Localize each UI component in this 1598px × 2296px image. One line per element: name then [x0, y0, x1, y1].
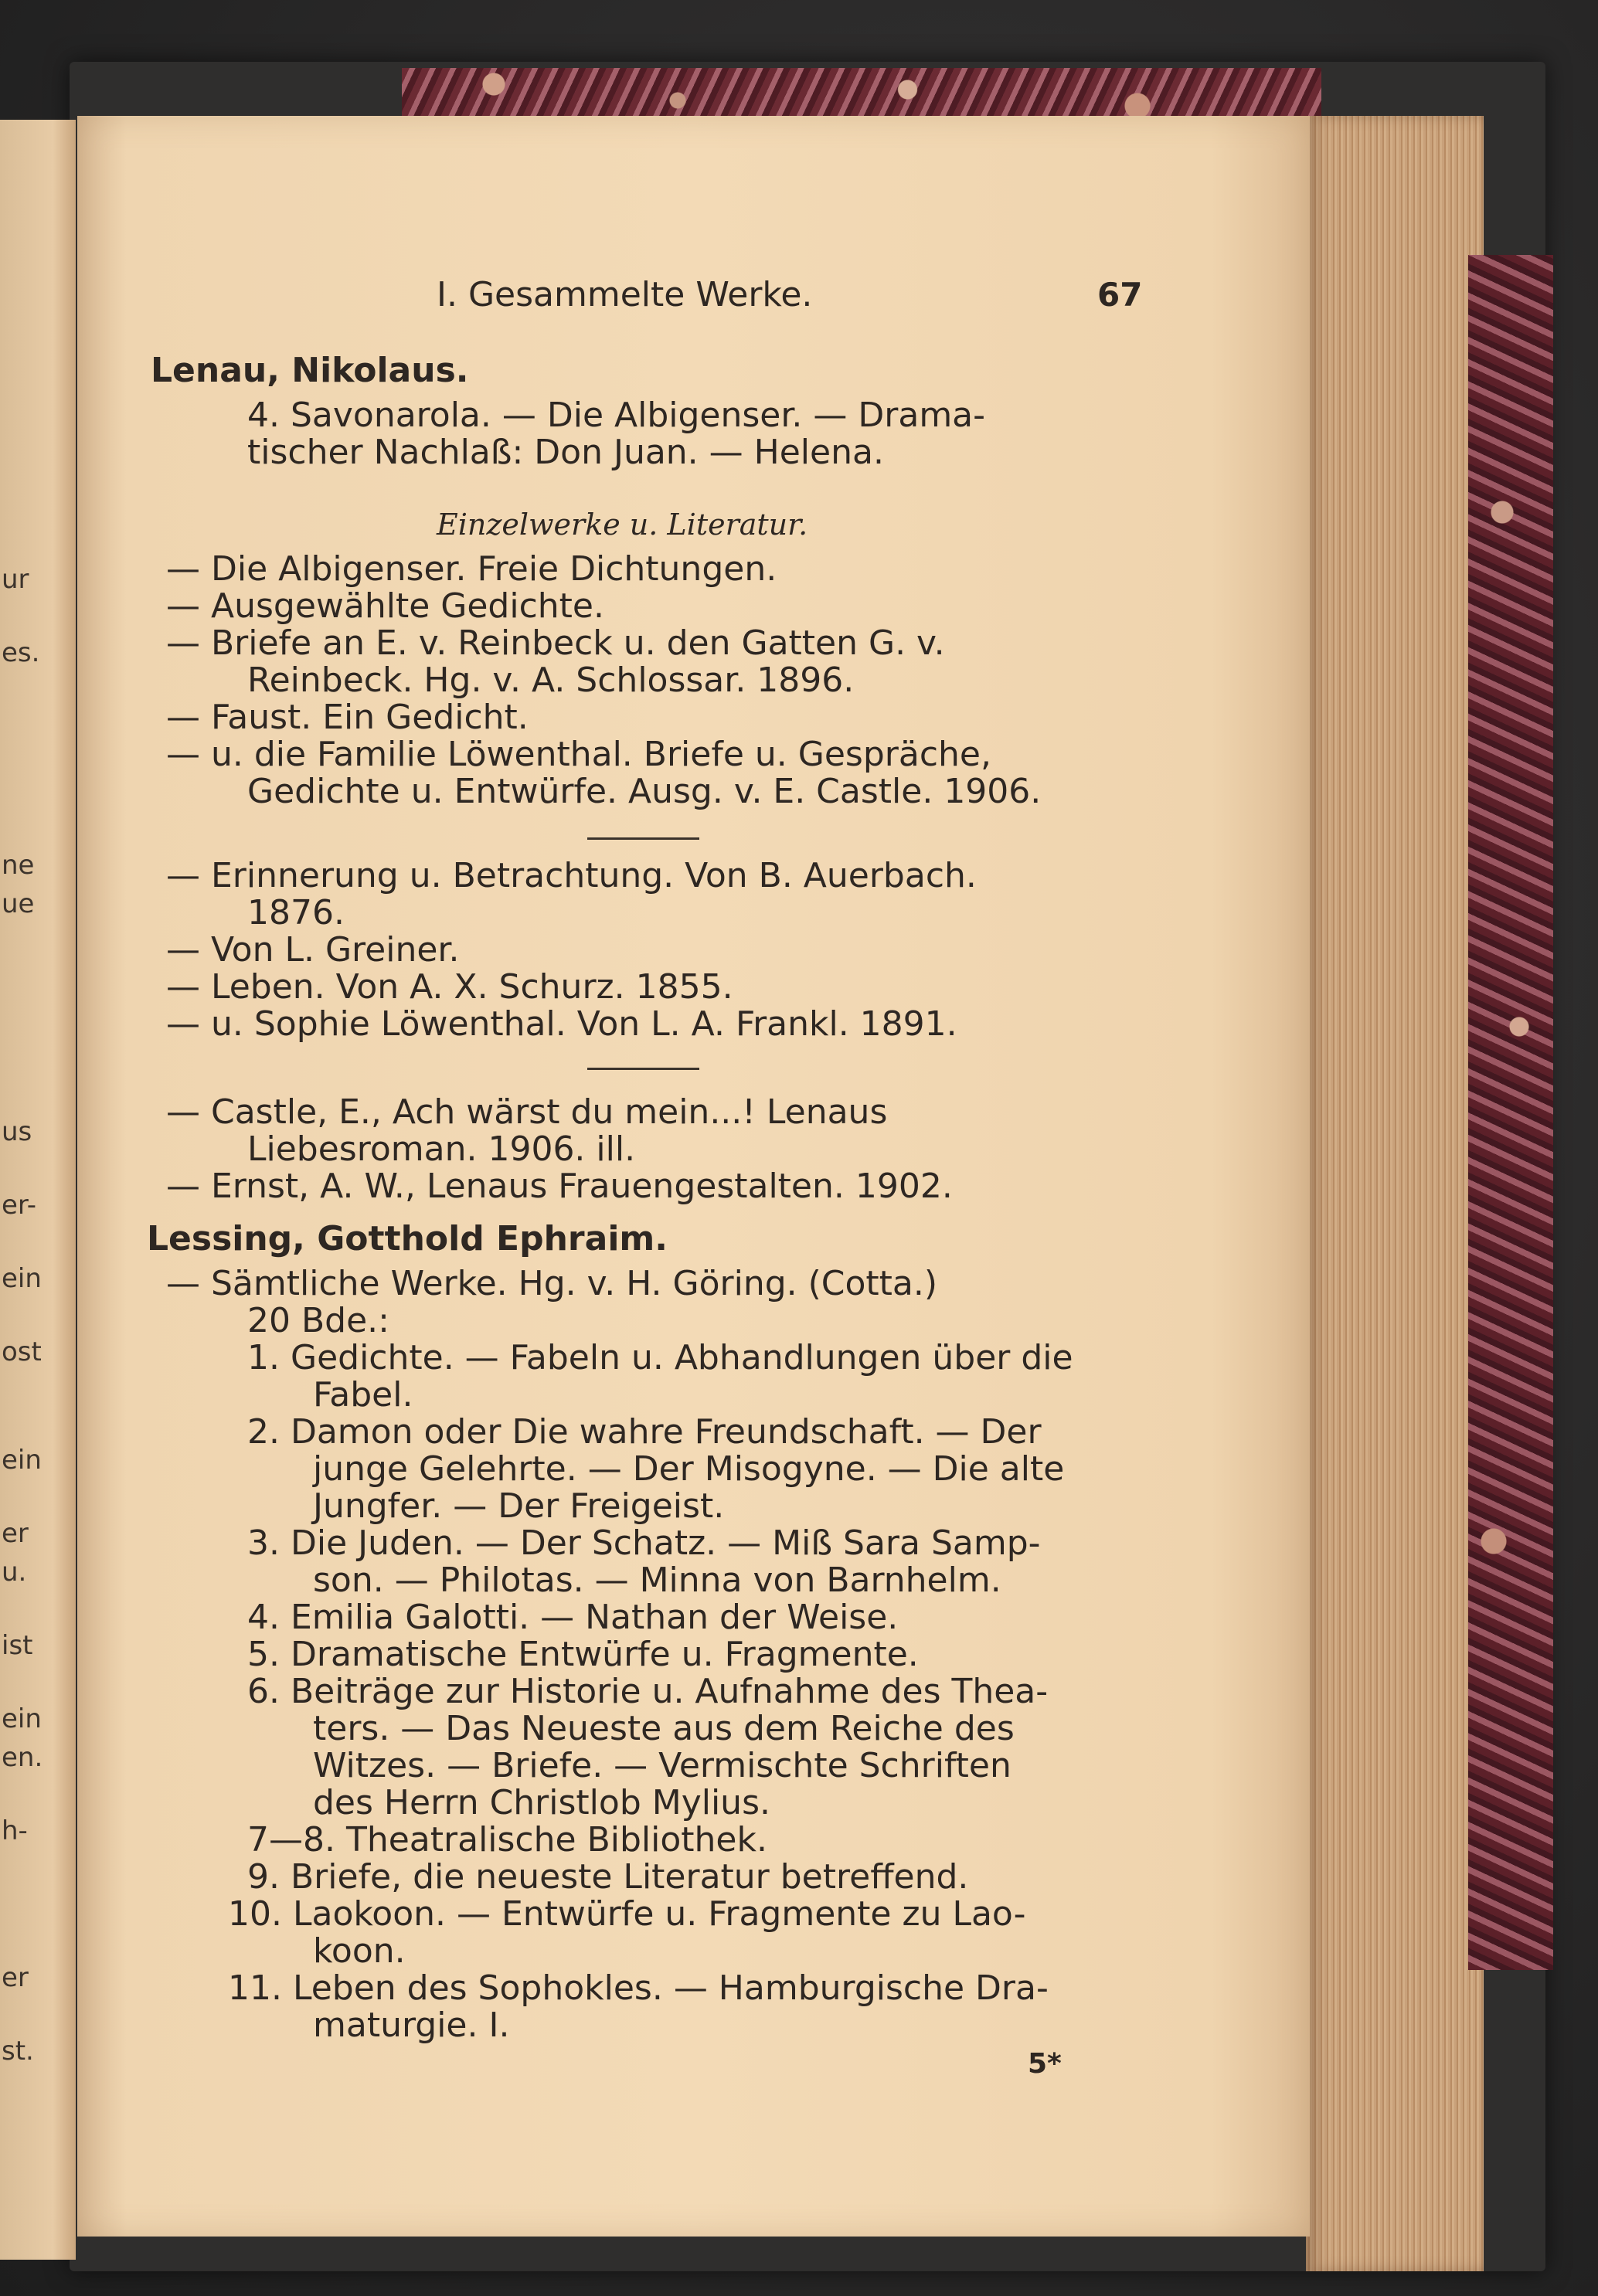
marbled-cover-right — [1468, 255, 1553, 1970]
entry-line: 5. Dramatische Entwürfe u. Fragmente. — [247, 1635, 919, 1674]
margin-fragment: ost — [2, 1337, 42, 1367]
entry-line: — Sämtliche Werke. Hg. v. H. Göring. (Cotta.) — [166, 1264, 938, 1303]
margin-fragment: ein — [2, 1703, 42, 1734]
margin-fragment: es. — [2, 637, 40, 668]
entry-line: 4. Savonarola. — Die Albigenser. — Drama- — [247, 396, 986, 435]
entry-line: son. — Philotas. — Minna von Barnhelm. — [313, 1561, 1001, 1600]
margin-fragment: ein — [2, 1263, 42, 1294]
entry-line: 11. Leben des Sophokles. — Hamburgische Dra- — [228, 1968, 1049, 2008]
entry-line: des Herrn Christlob Mylius. — [313, 1783, 770, 1822]
entry-line: 6. Beiträge zur Historie u. Aufnahme des Thea- — [247, 1672, 1049, 1711]
entry-line: 1876. — [247, 893, 345, 932]
margin-fragment: ue — [2, 888, 35, 919]
margin-fragment: er- — [2, 1190, 36, 1221]
left-page-edge — [0, 120, 76, 2260]
entry-line: — Leben. Von A. X. Schurz. 1855. — [166, 967, 733, 1007]
entry-line: 2. Damon oder Die wahre Freundschaft. — Der — [247, 1412, 1042, 1452]
entry-line: 20 Bde.: — [247, 1301, 389, 1340]
entry-line: 7—8. Theatralische Bibliothek. — [247, 1820, 767, 1860]
page-number: 67 — [1097, 276, 1143, 314]
entry-line: maturgie. I. — [313, 2006, 510, 2045]
entry-line: 9. Briefe, die neueste Literatur betreffend. — [247, 1857, 969, 1897]
margin-fragment: ur — [2, 564, 29, 595]
entry-line: Gedichte u. Entwürfe. Ausg. v. E. Castle. 1906. — [247, 772, 1042, 811]
entry-line: tischer Nachlaß: Don Juan. — Helena. — [247, 433, 884, 472]
author-heading-lenau: Lenau, Nikolaus. — [151, 351, 469, 390]
entry-line: — Erinnerung u. Betrachtung. Von B. Auerbach. — [166, 856, 977, 895]
entry-line: — u. Sophie Löwenthal. Von L. A. Frankl. 1891. — [166, 1004, 957, 1044]
entry-line: — u. die Familie Löwenthal. Briefe u. Gespräche, — [166, 735, 991, 774]
margin-fragment: er — [2, 1518, 29, 1549]
entry-line: Liebesroman. 1906. ill. — [247, 1129, 636, 1169]
entry-line: Jungfer. — Der Freigeist. — [313, 1486, 725, 1526]
margin-fragment: us — [2, 1116, 32, 1147]
entry-line: — Von L. Greiner. — [166, 930, 460, 970]
entry-line: Reinbeck. Hg. v. A. Schlossar. 1896. — [247, 661, 855, 700]
author-heading-lessing: Lessing, Gotthold Ephraim. — [147, 1219, 668, 1258]
entry-line: Witzes. — Briefe. — Vermischte Schriften — [313, 1746, 1012, 1785]
margin-fragment: ne — [2, 850, 35, 881]
entry-line: — Ernst, A. W., Lenaus Frauengestalten. 1902. — [166, 1167, 953, 1206]
margin-fragment: u. — [2, 1557, 27, 1588]
book-page — [77, 116, 1310, 2237]
entry-line: — Ausgewählte Gedichte. — [166, 586, 604, 626]
entry-line: 4. Emilia Galotti. — Nathan der Weise. — [247, 1598, 899, 1637]
margin-fragment: er — [2, 1962, 29, 1993]
entry-line: ters. — Das Neueste aus dem Reiche des — [313, 1709, 1015, 1748]
signature-mark: 5* — [1028, 2048, 1062, 2080]
entry-line: — Briefe an E. v. Reinbeck u. den Gatten G. v. — [166, 623, 945, 663]
section-rule — [587, 837, 699, 840]
subheading-einzelwerke: Einzelwerke u. Literatur. — [437, 508, 808, 542]
margin-fragment: h- — [2, 1815, 28, 1846]
entry-line: koon. — [313, 1931, 406, 1971]
margin-fragment: ein — [2, 1445, 42, 1476]
entry-line: — Die Albigenser. Freie Dichtungen. — [166, 549, 777, 589]
page-block-edge — [1306, 116, 1484, 2271]
entry-line: 10. Laokoon. — Entwürfe u. Fragmente zu Lao- — [228, 1894, 1026, 1934]
marbled-cover-top — [402, 68, 1321, 122]
entry-line: — Castle, E., Ach wärst du mein...! Lenaus — [166, 1092, 888, 1132]
entry-line: — Faust. Ein Gedicht. — [166, 698, 529, 737]
entry-line: Fabel. — [313, 1375, 413, 1415]
margin-fragment: en. — [2, 1742, 43, 1773]
running-header: I. Gesammelte Werke. — [437, 275, 813, 314]
entry-line: 3. Die Juden. — Der Schatz. — Miß Sara Samp- — [247, 1523, 1041, 1563]
section-rule — [587, 1068, 699, 1070]
entry-line: junge Gelehrte. — Der Misogyne. — Die alte — [313, 1449, 1065, 1489]
margin-fragment: ist — [2, 1630, 33, 1661]
entry-line: 1. Gedichte. — Fabeln u. Abhandlungen über die — [247, 1338, 1073, 1377]
margin-fragment: st. — [2, 2036, 34, 2067]
